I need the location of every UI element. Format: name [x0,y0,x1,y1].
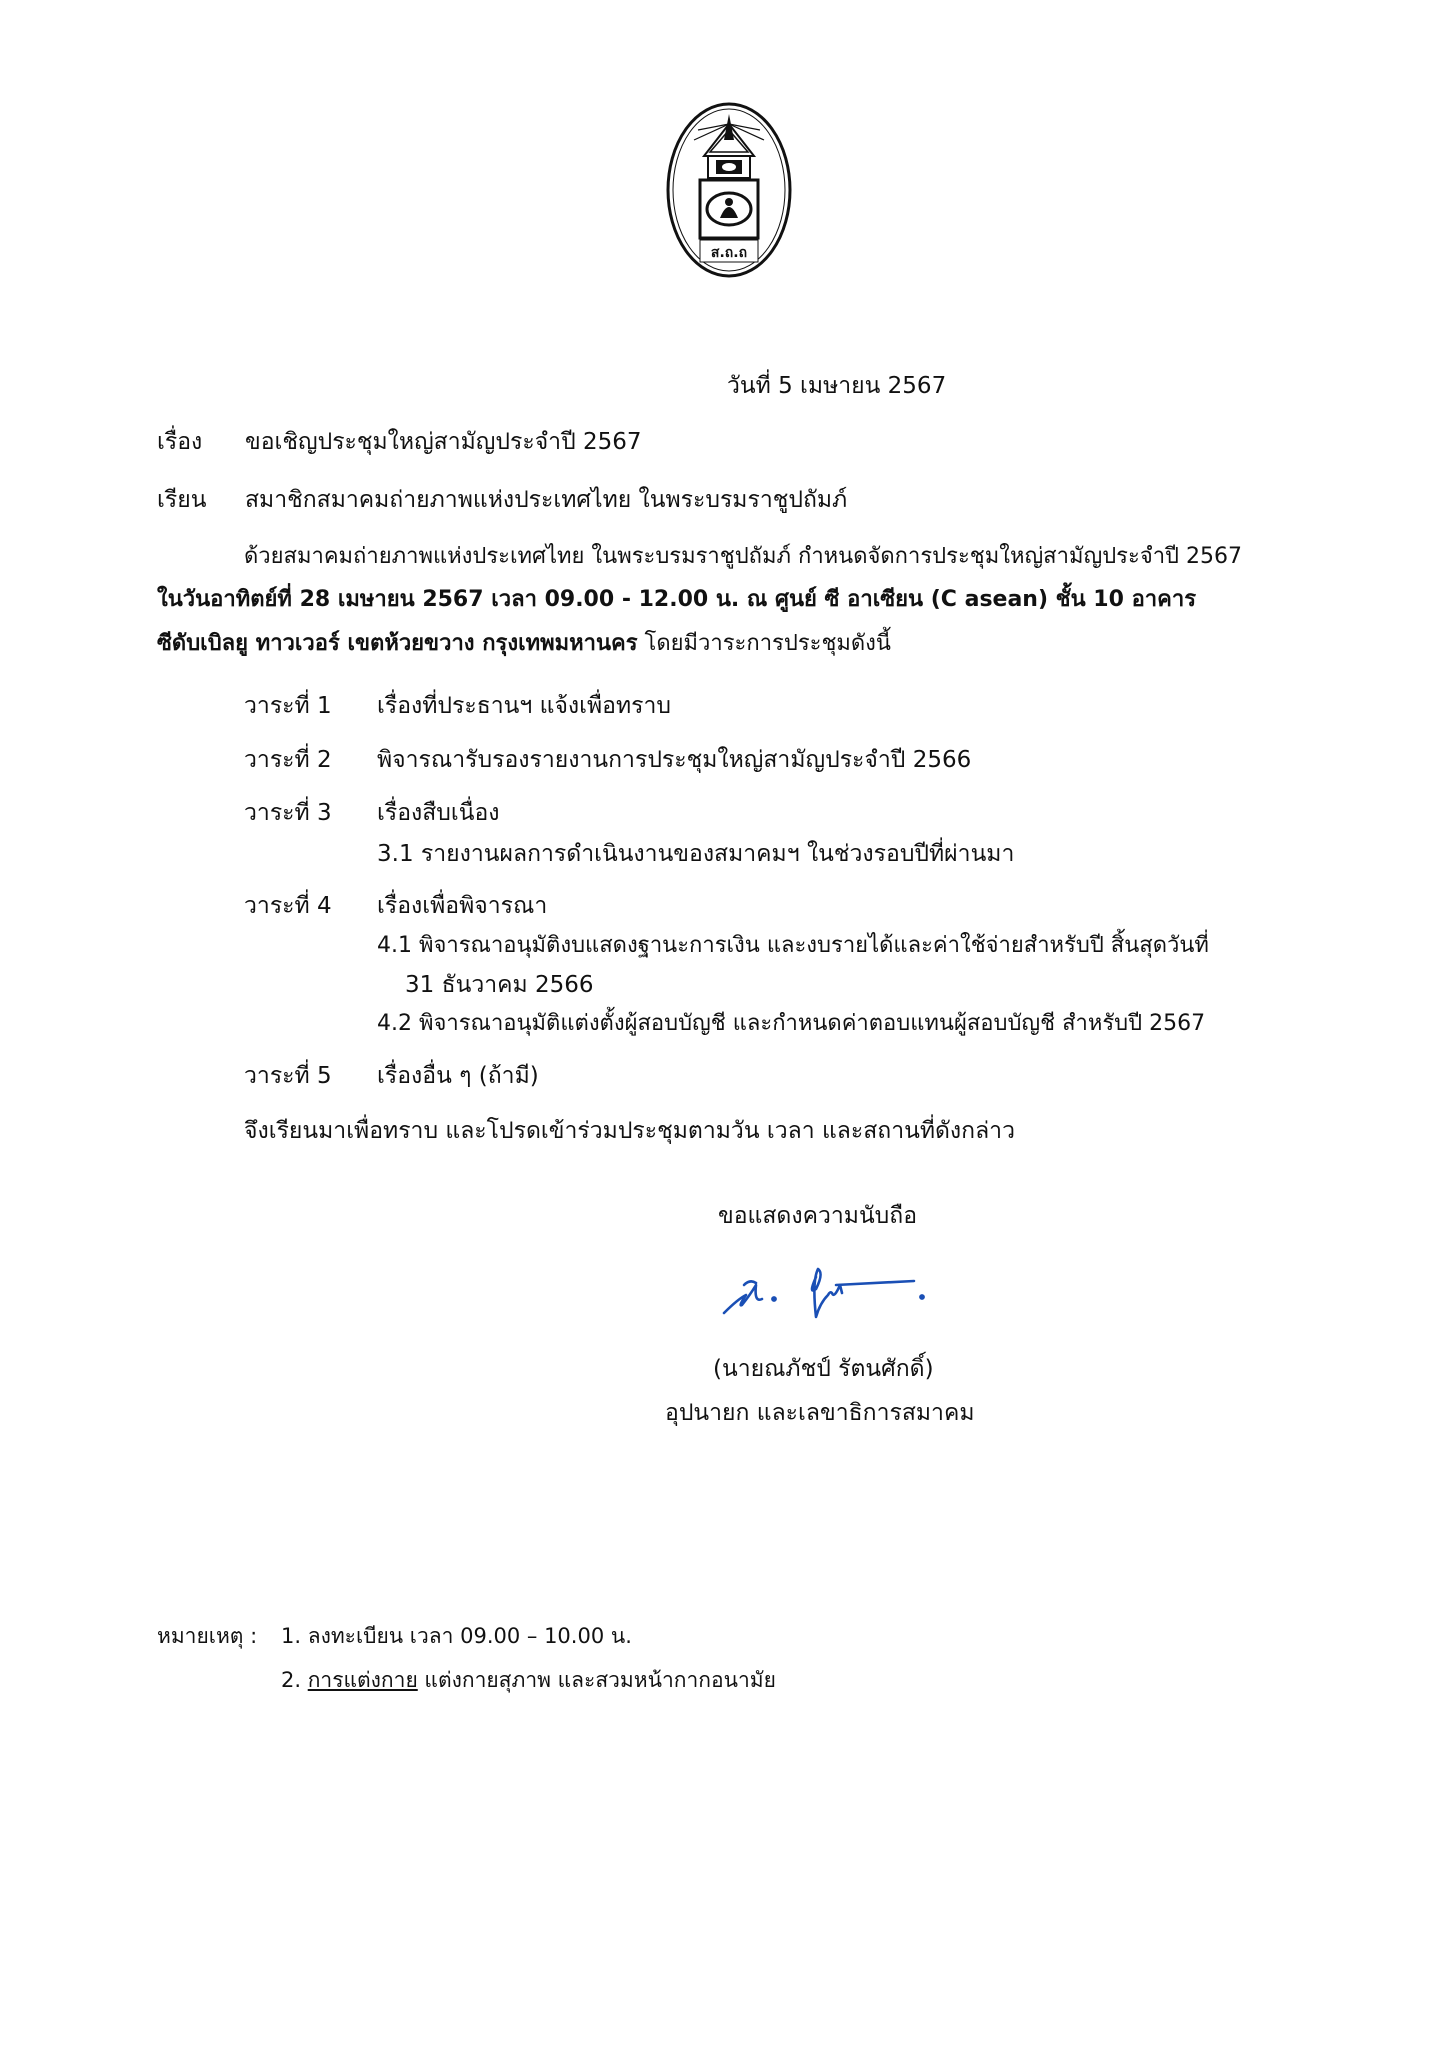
agenda-4-sub-1: 4.1 พิจารณาอนุมัติงบแสดงฐานะการเงิน และงบรายได้และค่าใช้จ่ายสำหรับปี สิ้นสุดวันที่ [377,933,1209,958]
association-logo-icon [664,100,794,280]
agenda-3-sub-1: 3.1 รายงานผลการดำเนินงานของสมาคมฯ ในช่วงรอบปีที่ผ่านมา [377,841,1015,867]
agenda-4-sub-2: 4.2 พิจารณาอนุมัติแต่งตั้งผู้สอบบัญชี และกำหนดค่าตอบแทนผู้สอบบัญชี สำหรับปี 2567 [377,1011,1206,1036]
notes-item-2-num: 2. [281,1668,308,1692]
body-line-3-bold: ซีดับเบิลยู ทาวเวอร์ เขตห้วยขวาง กรุงเทพมหานคร [157,631,638,656]
agenda-4-text: เรื่องเพื่อพิจารณา [377,893,548,919]
logo-text: ส.ถ.ถ [710,245,748,261]
body-line-2: ในวันอาทิตย์ที่ 28 เมษายน 2567 เวลา 09.00 - 12.00 น. ณ ศูนย์ ซี อาเซียน (C asean) ชั้น 10 อาคาร [157,587,1197,612]
agenda-5-label: วาระที่ 5 [244,1063,332,1089]
closing-text: จึงเรียนมาเพื่อทราบ และโปรดเข้าร่วมประชุมตามวัน เวลา และสถานที่ดังกล่าว [244,1118,1016,1144]
agenda-1-label: วาระที่ 1 [244,693,332,719]
agenda-2-text: พิจารณารับรองรายงานการประชุมใหญ่สามัญประจำปี 2566 [377,747,972,773]
body-line-3-rest: โดยมีวาระการประชุมดังนี้ [637,631,891,656]
signature-icon [716,1255,936,1335]
subject-label: เรื่อง [157,429,203,455]
agenda-4-sub-1-cont: 31 ธันวาคม 2566 [405,972,594,998]
notes-item-1: 1. ลงทะเบียน เวลา 09.00 – 10.00 น. [281,1624,632,1648]
regards-text: ขอแสดงความนับถือ [718,1203,918,1229]
body-line-1: ด้วยสมาคมถ่ายภาพแห่งประเทศไทย ในพระบรมราชูปถัมภ์ กำหนดจัดการประชุมใหญ่สามัญประจำปี 2567 [244,544,1243,569]
agenda-1-text: เรื่องที่ประธานฯ แจ้งเพื่อทราบ [377,693,672,719]
agenda-3-text: เรื่องสืบเนื่อง [377,800,500,826]
addressee-label: เรียน [157,487,207,513]
agenda-5-text: เรื่องอื่น ๆ (ถ้ามี) [377,1063,539,1089]
agenda-2-label: วาระที่ 2 [244,747,332,773]
signer-title: อุปนายก และเลขาธิการสมาคม [665,1400,975,1426]
notes-label: หมายเหตุ : [157,1624,258,1648]
agenda-3-label: วาระที่ 3 [244,800,332,826]
subject-text: ขอเชิญประชุมใหญ่สามัญประจำปี 2567 [245,429,642,455]
letter-date: วันที่ 5 เมษายน 2567 [727,373,947,399]
notes-item-2-rest: แต่งกายสุภาพ และสวมหน้ากากอนามัย [417,1668,776,1692]
notes-item-2-underlined: การแต่งกาย [307,1668,418,1692]
agenda-4-label: วาระที่ 4 [244,893,332,919]
notes-item-2 [281,1664,776,1696]
signer-name: (นายณภัชป์ รัตนศักดิ์) [713,1356,934,1382]
body-line-3 [157,628,891,660]
addressee-text: สมาชิกสมาคมถ่ายภาพแห่งประเทศไทย ในพระบรมราชูปถัมภ์ [245,487,848,513]
